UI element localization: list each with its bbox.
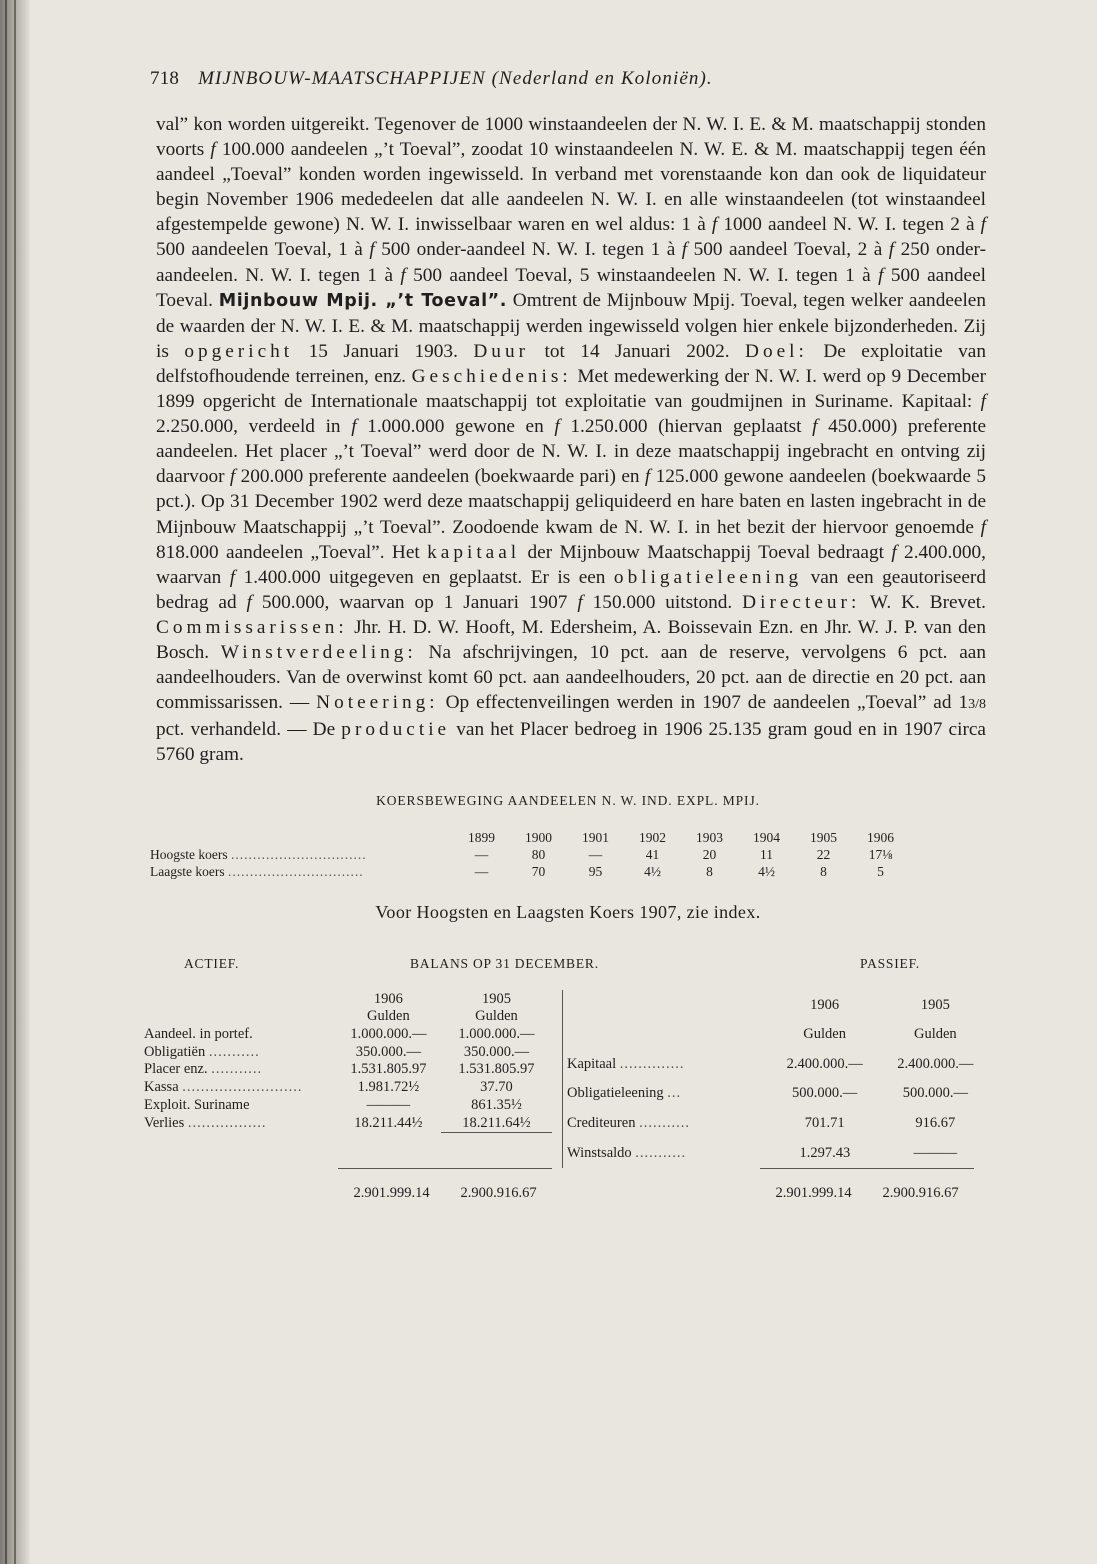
total-value: 2.900.916.67 (460, 1185, 537, 1202)
table-row (563, 1049, 993, 1079)
koers-table (150, 829, 909, 880)
row-label: Hoogste koers (150, 846, 228, 862)
actief-totals (338, 1168, 552, 1202)
table-cell: 500.000.— (792, 1085, 858, 1102)
table-cell: 1.981.72½ (357, 1079, 420, 1096)
table-row (144, 1114, 552, 1132)
table-cell: 1.000.000.— (458, 1025, 535, 1042)
table-cell: 2.400.000.— (786, 1055, 863, 1072)
column-year-row (144, 990, 552, 1008)
running-header (150, 68, 986, 94)
table-cell: 4½ (758, 863, 775, 879)
table-cell: 18.211.44½ (354, 1115, 423, 1132)
table-cell: 4½ (644, 863, 661, 879)
table-cell: 80 (531, 846, 546, 862)
leader-dots: .............. (619, 1055, 685, 1072)
table-cell: 1.531.805.97 (350, 1061, 427, 1078)
table-row (563, 1139, 993, 1169)
balance-title: BALANS OP 31 DECEMBER. (410, 956, 599, 972)
table-row (144, 1025, 552, 1043)
table-row (144, 1097, 552, 1115)
year-header: 1905 (810, 829, 837, 845)
running-title: MIJNBOUW-MAATSCHAPPIJEN (Nederland en Koloniën). (198, 68, 713, 89)
table-cell: 8 (820, 863, 827, 879)
leader-dots: ........... (635, 1145, 687, 1161)
table-cell: 17⅛ (868, 846, 893, 862)
row-label: Verlies (144, 1115, 185, 1132)
company-heading: Mijnbouw Mpij. „’t Toeval”. (218, 290, 508, 311)
table-row (150, 863, 909, 880)
table-cell: 18.211.64½ (441, 1114, 552, 1132)
column-header: 1906 (810, 996, 840, 1013)
keyword-winstverdeeling: Winstverdeeling: (220, 641, 417, 663)
table-cell: 95 (588, 863, 603, 879)
keyword-noteering: Noteering: (316, 692, 439, 714)
leader-dots: ................. (187, 1115, 267, 1132)
index-note: Voor Hoogsten en Laagsten Koers 1907, zie index. (375, 902, 761, 923)
table-cell: 37.70 (480, 1079, 513, 1096)
year-header: 1900 (525, 829, 552, 845)
leader-dots: ........... (639, 1115, 690, 1132)
row-label: Obligatieleening (567, 1085, 664, 1102)
body-paragraph: val” kon worden uitgereikt. Tegenover de 1000 winstaandeelen der N. W. I. E. & M. maatschappij stonden voorts f 100.000 aandeelen „’t Toeval”, zoodat 10 winstaandeelen N. W. E. & M. maatschappij tegen één aandeel „Toeval” konden worden ingewisseld. In verband met vorenstaande kon dan ook de liquidateur begin November 1906 mededeelen dat alle aandeelen N. W. I. en alle winstaandeelen (tot winstaandeel afgestempelde gewone) N. W. I. inwisselbaar waren en wel aldus: 1 à f 1000 aandeel N. W. I. tegen 2 à f 500 aandeelen Toeval, 1 à f 500 onder-aandeel N. W. I. tegen 1 à f 500 aandeel Toeval, 2 à f 250 onder-aandeelen. N. W. I. tegen 1 à f 500 aandeel Toeval, 5 winstaandeelen N. W. I. tegen 1 à f 500 aandeel Toeval. Mijnbouw Mpij. „’t Toeval”. Omtrent de Mijnbouw Mpij. Toeval, tegen welker aandeelen de waarden der N. W. I. E. & M. maatschappij werden ingewisseld volgen hier enkele bijzonderheden. Zij is opgericht 15 Januari 1903. Duur tot 14 Januari 2002. Doel: De exploitatie van delfstofhoudende terreinen, enz. Geschiedenis: Met medewerking der N. W. I. werd op 9 December 1899 opgericht de Internationale maatschappij tot exploitatie van goudmijnen in Suriname. Kapitaal: f 2.250.000, verdeeld in f 1.000.000 gewone en f 1.250.000 (hiervan geplaatst f 450.000) preferente aandeelen. Het placer „’t Toeval” werd door de N. W. I. in deze maatschappij ingebracht en ontving zij daarvoor f 200.000 preferente aandeelen (boekwaarde pari) en f 125.000 gewone aandeelen (boekwaarde 5 pct.). Op 31 December 1902 werd deze maatschappij geliquideerd en hare baten en lasten ingebracht in de Mijnbouw Maatschappij „’t Toeval”. Zoodoende kwam de N. W. I. in het bezit der hiervoor genoemde f 818.000 aandeelen „Toeval”. Het kapitaal der Mijnbouw Maatschappij Toeval bedraagt f 2.400.000, waarvan f 1.400.000 uitgegeven en geplaatst. Er is een obligatieleening van een geautoriseerd bedrag ad f 500.000, waarvan op 1 Januari 1907 f 150.000 uitstond. Directeur: W. K. Brevet. Commissarissen: Jhr. H. D. W. Hooft, M. Edersheim, A. Boissevain Ezn. en Jhr. W. J. P. van den Bosch. Winstverdeeling: Na afschrijvingen, 10 pct. aan de reserve, vervolgens 6 pct. aan aandeelhouders. Van de overwinst komt 60 pct. aan aandeelhouders, 20 pct. aan de directie en 20 pct. aan commissarissen. — Noteering: Op effectenveilingen werden in 1907 de aandeelen „Toeval” ad 13/8 pct. verhandeld. — De productie van het Placer bedroeg in 1906 25.135 gram goud en in 1907 circa 5760 gram. (156, 114, 987, 766)
table-cell: 350.000.— (355, 1043, 421, 1060)
total-value: 2.900.916.67 (882, 1185, 959, 1202)
column-unit-row (563, 1020, 993, 1049)
row-label: Crediteuren (567, 1115, 636, 1132)
table-cell: 22 (816, 846, 831, 862)
row-label: Obligatiën (144, 1043, 206, 1060)
leader-dots: ........... (208, 1043, 260, 1060)
keyword-duur: Duur (473, 340, 530, 362)
year-header: 1903 (696, 829, 723, 845)
table-cell: 8 (706, 863, 713, 879)
column-unit: Gulden (475, 1008, 518, 1025)
keyword-commissarissen: Commissarissen: (156, 616, 348, 638)
table-cell: — (474, 846, 489, 862)
table-cell: — (588, 846, 603, 862)
year-header: 1904 (753, 829, 780, 845)
year-header: 1902 (639, 829, 666, 845)
leader-dots: ........... (211, 1061, 263, 1078)
table-row (144, 1043, 552, 1061)
book-binding-edge (0, 0, 30, 1564)
table-row (563, 1079, 993, 1109)
table-cell: 11 (760, 846, 773, 862)
column-header: 1905 (481, 990, 511, 1007)
row-label: Aandeel. in portef. (144, 1025, 253, 1042)
table-cell: 500.000.— (902, 1085, 968, 1102)
keyword-obligatieleening: obligatieleening (613, 566, 803, 588)
column-unit: Gulden (367, 1008, 410, 1025)
year-header: 1901 (582, 829, 609, 845)
passief-table (562, 990, 992, 1168)
koers-year-row (150, 829, 909, 846)
row-label: Kapitaal (567, 1055, 617, 1072)
table-cell: 41 (645, 846, 660, 862)
actief-table (144, 990, 552, 1133)
year-header: 1906 (867, 829, 894, 845)
page-number: 718 (150, 68, 180, 89)
column-unit: Gulden (914, 1025, 957, 1042)
passief-heading: PASSIEF. (860, 956, 920, 972)
row-label: Placer enz. (144, 1061, 208, 1078)
column-unit: Gulden (803, 1025, 846, 1042)
year-header: 1899 (468, 829, 495, 845)
table-cell: ——— (366, 1097, 411, 1114)
balance-headings (150, 956, 986, 976)
keyword-directeur: Directeur: (742, 591, 861, 613)
column-header: 1906 (373, 990, 403, 1007)
table-cell: 861.35½ (471, 1097, 522, 1114)
table-cell: 701.71 (804, 1115, 845, 1132)
leader-dots: ... (667, 1085, 682, 1102)
row-label: Exploit. Suriname (144, 1097, 250, 1114)
total-value: 2.901.999.14 (353, 1185, 430, 1202)
table-cell: 5 (877, 863, 884, 879)
leader-dots: ............................... (227, 863, 364, 879)
table-cell: 2.400.000.— (897, 1055, 974, 1072)
table-cell: 1.531.805.97 (458, 1061, 535, 1078)
row-label: Winstsaldo (567, 1145, 632, 1161)
table-cell: — (474, 863, 489, 879)
row-label: Kassa (144, 1079, 179, 1096)
table-cell: 916.67 (915, 1115, 956, 1132)
table-row (144, 1079, 552, 1097)
total-value: 2.901.999.14 (775, 1185, 852, 1202)
table-cell: 70 (531, 863, 546, 879)
keyword-doel: Doel: (745, 340, 808, 362)
table-row (563, 1109, 993, 1139)
table-cell: 20 (702, 846, 717, 862)
column-year-row (563, 990, 993, 1019)
actief-heading: ACTIEF. (184, 956, 240, 972)
passief-totals (760, 1168, 974, 1202)
keyword-productie: productie (341, 719, 451, 741)
table-cell: 1.000.000.— (350, 1025, 427, 1042)
row-label: Laagste koers (150, 863, 225, 879)
table-cell: 350.000.— (463, 1043, 530, 1060)
keyword-opgericht: opgericht (184, 340, 294, 362)
fraction: 3/8 (968, 697, 987, 713)
table-row (144, 1061, 552, 1079)
column-unit-row (144, 1008, 552, 1026)
koers-table-title: KOERSBEWEGING AANDEELEN N. W. IND. EXPL. MPIJ. (376, 793, 760, 809)
keyword-kapitaal: kapitaal (427, 541, 521, 563)
column-header: 1905 (920, 996, 950, 1013)
table-cell: ——— (913, 1145, 958, 1161)
table-cell: 1.297.43 (799, 1145, 851, 1161)
table-row (150, 846, 909, 863)
leader-dots: ............................... (231, 846, 367, 862)
document-page (144, 68, 987, 1202)
keyword-geschiedenis: Geschiedenis: (411, 365, 572, 387)
leader-dots: .......................... (182, 1079, 303, 1096)
